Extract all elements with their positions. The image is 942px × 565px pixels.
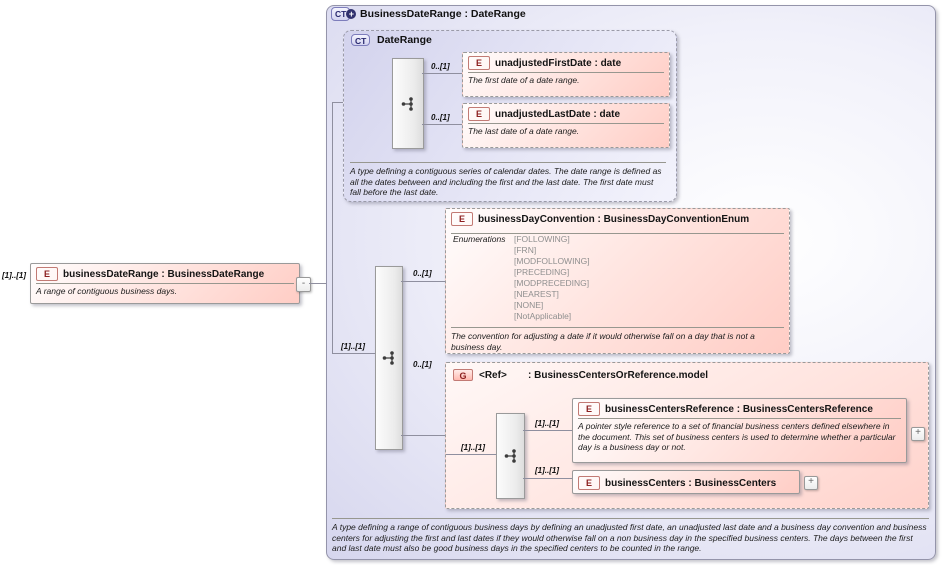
- cardinality-label: 0..[1]: [413, 269, 432, 278]
- connector-line: [332, 102, 333, 353]
- enumeration-value: [FRN]: [514, 245, 537, 255]
- element-badge: E: [468, 107, 490, 121]
- expand-icon[interactable]: +: [804, 476, 818, 490]
- element-badge: E: [578, 402, 600, 416]
- enumeration-value: [FOLLOWING]: [514, 234, 570, 244]
- element-box-unadjustedLastDate[interactable]: [462, 103, 670, 148]
- element-badge: E: [451, 212, 473, 226]
- group-name: <Ref>: [479, 370, 507, 381]
- ct-badge-label: CT: [331, 7, 350, 21]
- cardinality-label: 0..[1]: [413, 360, 432, 369]
- enumeration-values: [514, 234, 590, 322]
- separator: [451, 233, 784, 234]
- enumeration-value: [PRECEDING]: [514, 267, 570, 277]
- element-header: [463, 53, 669, 72]
- element-annotation: The first date of a date range.: [468, 72, 664, 86]
- enumeration-value: [MODFOLLOWING]: [514, 256, 590, 266]
- element-title: businessCenters : BusinessCenters: [605, 477, 777, 489]
- enumeration-value: [NONE]: [514, 300, 544, 310]
- element-header: [31, 264, 299, 283]
- element-header: [463, 104, 669, 123]
- sequence-icon: [400, 96, 416, 112]
- element-header: [573, 399, 906, 418]
- cardinality-label: [1]..[1]: [535, 466, 559, 475]
- group-badge: G: [453, 369, 473, 381]
- connector-line: [401, 435, 446, 436]
- connector-line: [401, 281, 445, 282]
- element-annotation: The convention for adjusting a date if it would otherwise fall on a day that is not a business day.: [451, 327, 784, 352]
- cardinality-label: 0..[1]: [431, 113, 450, 122]
- element-box-unadjustedFirstDate[interactable]: [462, 52, 670, 97]
- element-annotation: The last date of a date range.: [468, 123, 664, 137]
- element-box-businessCentersReference[interactable]: [572, 398, 907, 463]
- cardinality-label: [1]..[1]: [341, 342, 365, 351]
- element-title: businessDateRange : BusinessDateRange: [63, 268, 265, 280]
- sequence-compositor[interactable]: [496, 413, 525, 499]
- base-type-title: DateRange: [377, 34, 432, 46]
- connector-line: [523, 478, 572, 479]
- connector-line: [422, 124, 462, 125]
- complex-type-annotation: A type defining a range of contiguous business days by defining an unadjusted first date, an unadjusted last date and a business day convention and business centers for adjusting the first and last dates if they would otherwise fall on a non business day in the specified business centers. The days between the first and last date must also be good business days in the specified centers to be counted in the range.: [332, 518, 929, 554]
- element-annotation: A pointer style reference to a set of financial business centers defined elsewhere in the document. This set of business centers is used to determine whether a particular day is a business day or not.: [578, 418, 901, 453]
- enumeration-facet: [446, 231, 789, 322]
- enumeration-value: [NotApplicable]: [514, 311, 572, 321]
- element-box-businessDayConvention[interactable]: [445, 208, 790, 354]
- sequence-icon: [503, 448, 519, 464]
- element-annotation: A range of contiguous business days.: [36, 283, 294, 297]
- cardinality-label: [1]..[1]: [461, 443, 485, 452]
- expand-icon[interactable]: +: [911, 427, 925, 441]
- element-badge: E: [468, 56, 490, 70]
- element-header: [446, 209, 789, 228]
- cardinality-label: [1]..[1]: [2, 271, 26, 280]
- enumeration-value: [MODPRECEDING]: [514, 278, 590, 288]
- cardinality-label: [1]..[1]: [535, 419, 559, 428]
- element-title: unadjustedFirstDate : date: [495, 57, 622, 69]
- connector-line: [446, 454, 496, 455]
- connector-line: [523, 430, 572, 431]
- group-type: : BusinessCentersOrReference.model: [528, 370, 709, 381]
- complex-type-badge: CT: [351, 34, 370, 46]
- sequence-compositor[interactable]: [375, 266, 403, 450]
- element-header: [573, 471, 799, 492]
- sequence-compositor[interactable]: [392, 58, 424, 149]
- element-badge: E: [36, 267, 58, 281]
- complex-type-badge: [331, 7, 356, 21]
- connector-line: [332, 353, 375, 354]
- element-badge: E: [578, 476, 600, 490]
- extension-indicator-icon: +: [346, 9, 356, 19]
- connector-line: [422, 73, 462, 74]
- element-title: unadjustedLastDate : date: [495, 108, 621, 120]
- element-box-businessDateRange[interactable]: [30, 263, 300, 304]
- element-box-businessCenters[interactable]: [572, 470, 800, 494]
- enumeration-value: [NEAREST]: [514, 289, 559, 299]
- base-type-annotation: A type defining a contiguous series of calendar dates. The date range is defined as all the dates between and including the first and the last date. The first date must fall before the last date.: [350, 162, 666, 198]
- collapse-icon[interactable]: -: [296, 277, 311, 292]
- sequence-icon: [381, 350, 397, 366]
- element-title: businessDayConvention : BusinessDayConventionEnum: [478, 213, 750, 225]
- complex-type-title: BusinessDateRange : DateRange: [360, 8, 526, 20]
- element-title: businessCentersReference : BusinessCentersReference: [605, 403, 873, 415]
- cardinality-label: 0..[1]: [431, 62, 450, 71]
- facet-label: Enumerations: [453, 234, 506, 244]
